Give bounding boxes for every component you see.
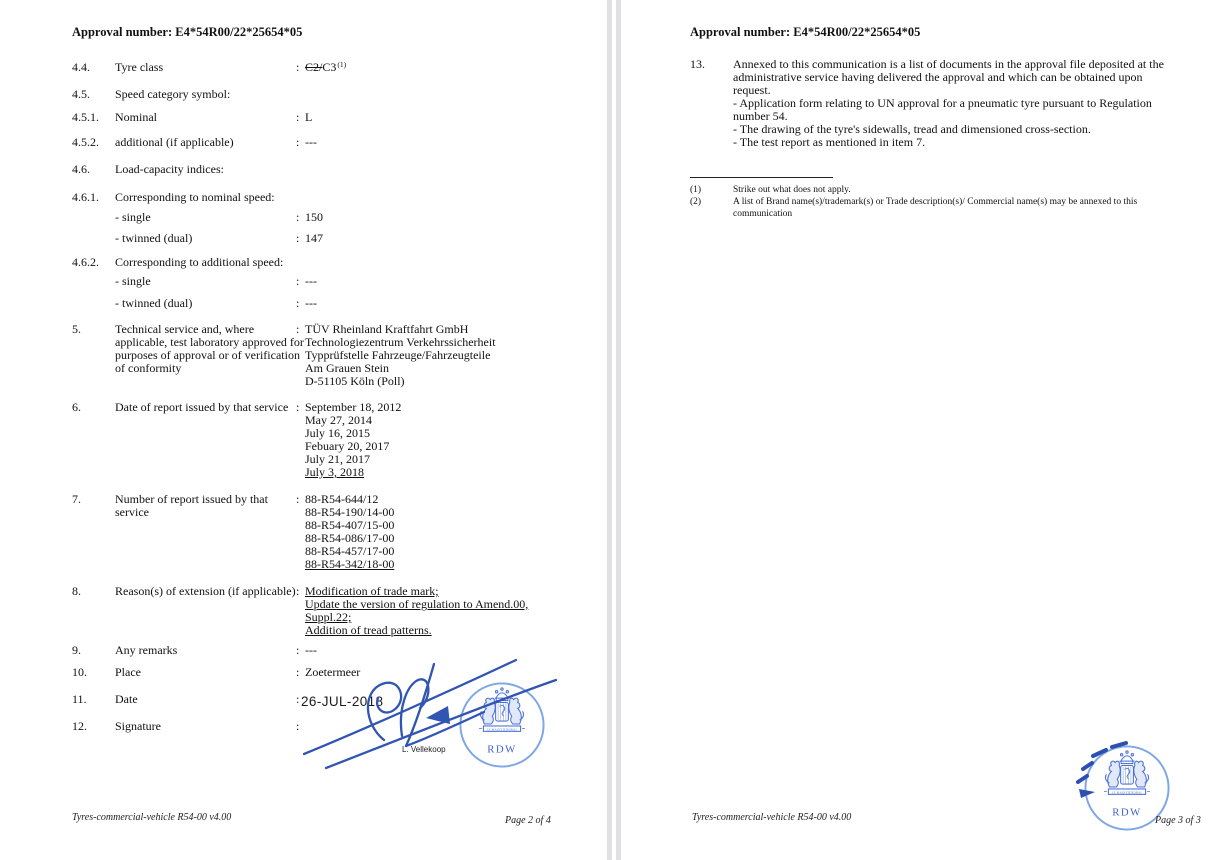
item-number: 4.5.1. <box>72 110 99 124</box>
colon: : <box>296 665 300 679</box>
value-text: L <box>305 110 313 124</box>
value-line: Typprüfstelle Fahrzeuge/Fahrzeugteile <box>305 348 491 362</box>
item-number: 4.6. <box>72 162 90 176</box>
item-row-4-4 <box>72 61 587 75</box>
item-number: 11. <box>72 692 87 706</box>
report-numbers <box>305 493 394 571</box>
item-label: Speed category symbol: <box>115 87 231 101</box>
report-dates <box>305 401 401 479</box>
signature-pen-wedge <box>426 706 450 724</box>
footnote-2 <box>690 196 1137 220</box>
value-text: --- <box>305 296 317 310</box>
item-row-twinned-nominal <box>72 232 587 245</box>
colon: : <box>296 135 300 149</box>
value-text: --- <box>305 135 317 149</box>
item-row-5 <box>72 323 587 388</box>
colon: : <box>296 210 300 224</box>
value-line: TÜV Rheinland Kraftfahrt GmbH <box>305 322 469 336</box>
colon: : <box>296 692 300 706</box>
value-line: July 16, 2015 <box>305 426 371 440</box>
stamp-rdw-label: RDW <box>487 743 517 756</box>
colon: : <box>296 400 300 414</box>
footnote-text <box>733 184 1137 196</box>
extension-reasons <box>305 585 528 637</box>
colon: : <box>296 322 300 336</box>
item-value <box>296 585 587 637</box>
item-13-text <box>733 58 1164 149</box>
page-2 <box>0 0 607 860</box>
value-line: July 3, 2018 <box>305 465 365 479</box>
label-line: of conformity <box>115 361 182 375</box>
value-line: 88-R54-644/12 <box>305 492 379 506</box>
footnotes <box>690 184 1137 220</box>
value-line: 88-R54-086/17-00 <box>305 531 395 545</box>
struck-text: C2/ <box>305 60 323 74</box>
item-label: Date of report issued by that service <box>115 400 289 414</box>
colon: : <box>296 60 300 74</box>
text-line: administrative service having delivered the approval and which can be obtained upon <box>733 70 1143 84</box>
item-label: - twinned (dual) <box>115 296 193 310</box>
item-label <box>115 322 304 375</box>
footnote-number: (2) <box>690 197 702 207</box>
label-line: service <box>115 505 149 519</box>
value-text: --- <box>305 643 317 657</box>
item-row-4-5-2 <box>72 136 587 149</box>
label-line: applicable, test laboratory approved for <box>115 335 304 349</box>
value-text: --- <box>305 274 317 288</box>
item-row-4-5-1 <box>72 111 587 124</box>
colon: : <box>296 719 300 733</box>
footer-page-number: Page 2 of 4 <box>505 815 551 826</box>
approval-items <box>72 61 587 733</box>
item-number: 13. <box>690 57 705 71</box>
stamp-motto: JE MAINTIENDRAI <box>1112 790 1142 795</box>
item-number: 12. <box>72 719 87 733</box>
item-value <box>296 136 587 149</box>
value-line: D-51105 Köln (Poll) <box>305 374 405 388</box>
approval-number-heading: Approval number: E4*54R00/22*25654*05 <box>690 25 921 39</box>
footer-doc-ref: Tyres-commercial-vehicle R54-00 v4.00 <box>72 812 232 823</box>
item-number: 10. <box>72 665 87 679</box>
approval-number-heading: Approval number: E4*54R00/22*25654*05 <box>72 25 303 39</box>
footnote-ref: (1) <box>337 60 347 69</box>
item-value <box>296 493 587 571</box>
item-number: 4.5.2. <box>72 135 99 149</box>
item-label <box>115 493 296 519</box>
item-number: 4.5. <box>72 87 90 101</box>
footnote-1 <box>690 184 1137 196</box>
value-line: 88-R54-342/18-00 <box>305 557 395 571</box>
label-line: purposes of approval or of verification <box>115 348 300 362</box>
item-row-13 <box>690 58 1164 149</box>
value-line: 88-R54-407/15-00 <box>305 518 395 532</box>
item-label: Signature <box>115 719 161 733</box>
item-value <box>296 211 587 224</box>
item-number: 4.6.1. <box>72 190 99 204</box>
stamp-rdw-label: RDW <box>1112 806 1142 819</box>
item-number: 4.4. <box>72 60 90 74</box>
footnote-text <box>733 196 1137 220</box>
item-number: 8. <box>72 584 81 598</box>
value-line: May 27, 2014 <box>305 413 372 427</box>
item-label: Corresponding to additional speed: <box>115 255 284 269</box>
value-line: 88-R54-190/14-00 <box>305 505 395 519</box>
value-line: September 18, 2012 <box>305 400 402 414</box>
text-line: - The drawing of the tyre's sidewalls, tread and dimensioned cross-section. <box>733 122 1091 136</box>
value-text: C3 <box>322 60 337 74</box>
value-line: 88-R54-457/17-00 <box>305 544 395 558</box>
item-label: Place <box>115 665 141 679</box>
item-value <box>296 232 587 245</box>
text-line: request. <box>733 83 771 97</box>
item-row-4-6-2 <box>72 256 587 269</box>
colon: : <box>296 584 300 598</box>
item-number: 9. <box>72 643 81 657</box>
value-line: Suppl.22; <box>305 610 352 624</box>
colon: : <box>296 274 300 288</box>
page-divider <box>607 0 612 860</box>
item-label: Date <box>115 692 138 706</box>
footer-doc-ref: Tyres-commercial-vehicle R54-00 v4.00 <box>692 812 852 823</box>
item-row-8 <box>72 585 587 637</box>
item-label: Tyre class <box>115 60 164 74</box>
colon: : <box>296 492 300 506</box>
item-number: 5. <box>72 322 81 336</box>
tyre-class-value <box>305 61 346 75</box>
item-number: 7. <box>72 492 81 506</box>
value-line: Technologiezentrum Verkehrssicherheit <box>305 335 496 349</box>
item-row-single-additional <box>72 275 587 288</box>
item-label: - twinned (dual) <box>115 231 193 245</box>
text-line: - The test report as mentioned in item 7. <box>733 135 926 149</box>
item-number: 6. <box>72 400 81 414</box>
label-line: Number of report issued by that <box>115 492 268 506</box>
item-row-twinned-additional <box>72 297 587 310</box>
colon: : <box>296 296 300 310</box>
item-value <box>296 275 587 288</box>
item-number: 4.6.2. <box>72 255 99 269</box>
date-stamp: 26-JUL-2018 <box>301 694 384 709</box>
item-value <box>296 111 587 124</box>
item-label: additional (if applicable) <box>115 135 234 149</box>
text-line: Strike out what does not apply. <box>733 185 851 195</box>
footer-page-number: Page 3 of 3 <box>1155 815 1201 826</box>
item-row-4-6-1 <box>72 191 587 204</box>
item-label: Any remarks <box>115 643 178 657</box>
stamp-motto: JE MAINTIENDRAI <box>487 727 517 732</box>
value-line: Modification of trade mark; <box>305 584 439 598</box>
text-line: - Application form relating to UN approval for a pneumatic tyre pursuant to Regulation <box>733 96 1152 110</box>
item-row-6 <box>72 401 587 479</box>
text-line: communication <box>733 209 793 219</box>
item-label: Corresponding to nominal speed: <box>115 190 275 204</box>
item-label: - single <box>115 274 151 288</box>
colon: : <box>296 110 300 124</box>
value-line: Update the version of regulation to Amend.00, <box>305 597 529 611</box>
text-line: number 54. <box>733 109 788 123</box>
signature-fragment <box>1069 736 1149 806</box>
signature-name: L. Vellekoop <box>402 745 446 754</box>
text-line: A list of Brand name(s)/trademark(s) or Trade description(s)/ Commercial name(s) may be annexed to this <box>733 197 1138 207</box>
item-label: Nominal <box>115 110 157 124</box>
colon: : <box>296 231 300 245</box>
value-line: Febuary 20, 2017 <box>305 439 390 453</box>
item-value <box>296 61 587 75</box>
value-text: 150 <box>305 210 323 224</box>
value-text: Zoetermeer <box>305 665 361 679</box>
colon: : <box>296 643 300 657</box>
page-3 <box>621 0 1228 860</box>
item-row-single-nominal <box>72 211 587 224</box>
item-value <box>296 297 587 310</box>
label-line: Technical service and, where <box>115 322 255 336</box>
item-value <box>296 401 587 479</box>
footnote-separator <box>690 177 833 178</box>
item-label: Load-capacity indices: <box>115 162 224 176</box>
item-label: Reason(s) of extension (if applicable) <box>115 584 296 598</box>
item-value <box>296 323 587 388</box>
item-row-4-5 <box>72 88 587 101</box>
item-row-7 <box>72 493 587 571</box>
value-text: 147 <box>305 231 323 245</box>
text-line: Annexed to this communication is a list of documents in the approval file deposited at the <box>733 57 1164 71</box>
value-line: July 21, 2017 <box>305 452 371 466</box>
item-row-4-6 <box>72 163 587 176</box>
technical-service-address <box>305 323 496 388</box>
item-label: - single <box>115 210 151 224</box>
value-line: Addition of tread patterns. <box>305 623 432 637</box>
footnote-number: (1) <box>690 185 702 195</box>
value-line: Am Grauen Stein <box>305 361 389 375</box>
